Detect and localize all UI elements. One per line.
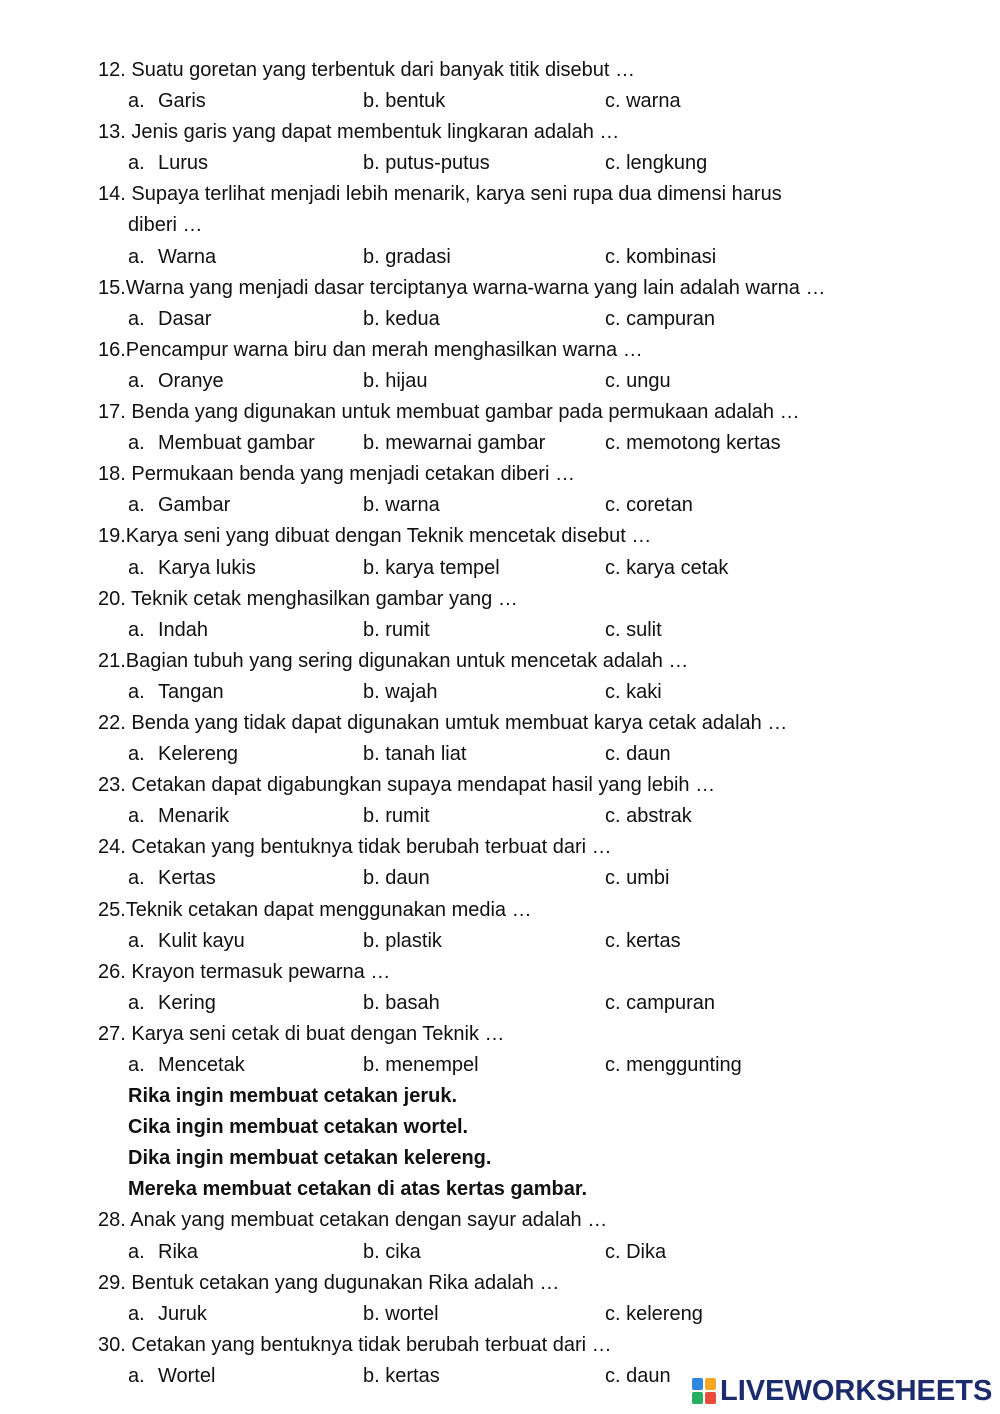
option-a[interactable] (128, 148, 208, 179)
answer-options (98, 677, 978, 708)
answer-options (98, 1237, 978, 1268)
option-c[interactable]: c. sulit (605, 618, 662, 641)
question-text: 13. Jenis garis yang dapat membentuk lingkaran adalah … (98, 121, 620, 144)
option-c[interactable]: c. lengkung (605, 152, 708, 175)
option-b[interactable]: b. daun (363, 867, 430, 890)
option-c[interactable]: c. campuran (605, 307, 716, 330)
option-a-text: Kulit kayu (158, 929, 245, 952)
option-c[interactable]: c. karya cetak (605, 556, 729, 579)
option-letter: a. (128, 432, 145, 455)
option-a[interactable] (128, 86, 206, 117)
option-letter: a. (128, 369, 145, 392)
option-a-text: Menarik (158, 805, 230, 828)
option-a-text: Gambar (158, 494, 231, 517)
answer-options (98, 988, 978, 1019)
option-letter: a. (128, 929, 145, 952)
option-c[interactable]: c. menggunting (605, 1054, 742, 1076)
option-a[interactable] (128, 553, 256, 584)
liveworksheets-logo[interactable] (692, 1374, 992, 1408)
question-text: 21.Bagian tubuh yang sering digunakan untuk mencetak adalah … (98, 649, 689, 672)
option-a-text: Kering (158, 991, 216, 1014)
question-text: 15.Warna yang menjadi dasar terciptanya warna-warna yang lain adalah warna … (98, 276, 826, 299)
answer-options (98, 86, 978, 117)
answer-options (98, 428, 978, 459)
option-b[interactable]: b. kertas (363, 1364, 440, 1387)
option-letter: a. (128, 556, 145, 579)
question-text: 25.Teknik cetakan dapat menggunakan media … (98, 898, 532, 921)
option-letter: a. (128, 307, 145, 330)
option-letter: a. (128, 152, 145, 175)
option-a[interactable] (128, 242, 216, 273)
option-letter: a. (128, 867, 145, 890)
answer-options (98, 739, 978, 770)
option-a[interactable] (128, 863, 216, 894)
question-text: 20. Teknik cetak menghasilkan gambar yang … (98, 587, 518, 610)
question-text: 17. Benda yang digunakan untuk membuat gambar pada permukaan adalah … (98, 401, 800, 424)
question-text: 14. Supaya terlihat menjadi lebih menarik, karya seni rupa dua dimensi harus (98, 183, 782, 206)
story-line: Mereka membuat cetakan di atas kertas gambar. (128, 1178, 588, 1201)
question-text: 22. Benda yang tidak dapat digunakan umtuk membuat karya cetak adalah … (98, 711, 788, 734)
answer-options (98, 366, 978, 397)
option-c[interactable]: c. memotong kertas (605, 432, 781, 455)
option-c[interactable]: c. umbi (605, 867, 670, 890)
option-a-text: Dasar (158, 307, 212, 330)
option-letter: a. (128, 991, 145, 1014)
answer-options (98, 148, 978, 179)
answer-options (98, 490, 978, 521)
option-a-text: Lurus (158, 152, 209, 175)
option-a[interactable] (128, 988, 216, 1019)
logo-mark-square (692, 1378, 703, 1390)
question-text: 26. Krayon termasuk pewarna … (98, 960, 391, 983)
option-letter: a. (128, 680, 145, 703)
liveworksheets-logo-icon (692, 1378, 716, 1404)
answer-options (98, 304, 978, 335)
option-b[interactable]: b. tanah liat (363, 743, 467, 766)
option-b[interactable]: b. basah (363, 991, 440, 1014)
option-a[interactable] (128, 490, 230, 521)
option-b[interactable]: b. rumit (363, 805, 430, 828)
answer-options (98, 863, 978, 894)
story-line: Rika ingin membuat cetakan jeruk. (128, 1085, 457, 1108)
option-b[interactable]: b. putus-putus (363, 152, 490, 175)
option-a[interactable] (128, 1361, 215, 1392)
option-a-text: Wortel (158, 1364, 216, 1387)
option-a-text: Membuat gambar (158, 432, 315, 455)
option-c[interactable]: c. warna (605, 90, 681, 113)
option-b[interactable]: b. kedua (363, 307, 440, 330)
answer-options (98, 615, 978, 646)
story-line: Cika ingin membuat cetakan wortel. (128, 1116, 469, 1139)
question-text: 16.Pencampur warna biru dan merah menghasilkan warna … (98, 338, 643, 361)
answer-options (98, 553, 978, 584)
option-c[interactable]: c. daun (605, 743, 671, 766)
option-a-text: Karya lukis (158, 556, 256, 579)
answer-options (98, 926, 978, 957)
option-b[interactable]: b. wortel (363, 1302, 439, 1325)
option-a[interactable] (128, 1299, 207, 1330)
option-a[interactable] (128, 1050, 245, 1081)
question-text: 18. Permukaan benda yang menjadi cetakan diberi … (98, 463, 575, 486)
option-a[interactable] (128, 304, 211, 335)
logo-mark-square (692, 1392, 703, 1404)
answer-options (98, 1050, 978, 1081)
option-a-text: Rika (158, 1240, 199, 1263)
option-a-text: Kelereng (158, 743, 239, 766)
option-a-text: Indah (158, 618, 209, 641)
option-c[interactable]: c. kombinasi (605, 245, 717, 268)
answer-options (98, 1299, 978, 1330)
question-text: 30. Cetakan yang bentuknya tidak berubah terbuat dari … (98, 1333, 612, 1356)
option-b[interactable]: b. cika (363, 1240, 421, 1263)
option-c[interactable]: c. Dika (605, 1240, 667, 1263)
option-b[interactable]: b. plastik (363, 929, 442, 952)
option-a-text: Warna (158, 245, 217, 268)
option-letter: a. (128, 1240, 145, 1263)
option-c[interactable]: c. coretan (605, 494, 693, 517)
option-a[interactable] (128, 615, 208, 646)
option-c[interactable]: c. kelereng (605, 1302, 703, 1325)
option-a[interactable] (128, 677, 224, 708)
option-b[interactable]: b. warna (363, 494, 440, 517)
option-b[interactable]: b. wajah (363, 680, 438, 703)
option-b[interactable]: b. menempel (363, 1054, 479, 1076)
logo-mark-square (705, 1378, 716, 1390)
question-text: 12. Suatu goretan yang terbentuk dari banyak titik disebut … (98, 59, 636, 81)
option-b[interactable]: b. karya tempel (363, 556, 500, 579)
option-a[interactable] (128, 801, 229, 832)
answer-options (98, 801, 978, 832)
question-text: 28. Anak yang membuat cetakan dengan sayur adalah … (98, 1209, 608, 1232)
question-text-continued: diberi … (128, 214, 203, 237)
option-a[interactable] (128, 1237, 198, 1268)
option-b[interactable]: b. gradasi (363, 245, 451, 268)
option-b[interactable]: b. mewarnai gambar (363, 432, 546, 455)
option-c[interactable]: c. ungu (605, 369, 671, 392)
option-letter: a. (128, 494, 145, 517)
option-a[interactable] (128, 739, 238, 770)
option-letter: a. (128, 90, 145, 113)
option-a[interactable] (128, 926, 245, 957)
question-text: 27. Karya seni cetak di buat dengan Teknik … (98, 1022, 505, 1045)
option-letter: a. (128, 618, 145, 641)
option-a-text: Tangan (158, 680, 224, 703)
option-a-text: Kertas (158, 867, 216, 890)
story-line: Dika ingin membuat cetakan kelereng. (128, 1147, 492, 1170)
option-letter: a. (128, 245, 145, 268)
option-a-text: Oranye (158, 369, 224, 392)
option-a-text: Garis (158, 90, 206, 113)
option-a[interactable] (128, 428, 315, 459)
option-c[interactable]: c. daun (605, 1364, 671, 1387)
option-letter: a. (128, 805, 145, 828)
question-text: 19.Karya seni yang dibuat dengan Teknik mencetak disebut … (98, 525, 652, 548)
question-text: 23. Cetakan dapat digabungkan supaya mendapat hasil yang lebih … (98, 774, 716, 797)
option-b[interactable]: b. hijau (363, 369, 428, 392)
option-c[interactable]: c. abstrak (605, 805, 692, 828)
logo-text: LIVEWORKSHEETS (720, 1374, 993, 1407)
option-letter: a. (128, 1054, 145, 1076)
option-c[interactable]: c. kaki (605, 680, 662, 703)
answer-options (98, 242, 978, 273)
option-a-text: Juruk (158, 1302, 207, 1325)
option-b[interactable]: b. rumit (363, 618, 430, 641)
option-a-text: Mencetak (158, 1054, 245, 1076)
question-text: 24. Cetakan yang bentuknya tidak berubah terbuat dari … (98, 836, 612, 859)
option-c[interactable]: c. kertas (605, 929, 681, 952)
option-c[interactable]: c. campuran (605, 991, 716, 1014)
logo-mark-square (705, 1392, 716, 1404)
option-a[interactable] (128, 366, 224, 397)
option-letter: a. (128, 1364, 145, 1387)
option-letter: a. (128, 743, 145, 766)
option-letter: a. (128, 1302, 145, 1325)
question-text: 29. Bentuk cetakan yang dugunakan Rika adalah … (98, 1271, 560, 1294)
option-b[interactable]: b. bentuk (363, 90, 446, 113)
worksheet (98, 55, 978, 1392)
